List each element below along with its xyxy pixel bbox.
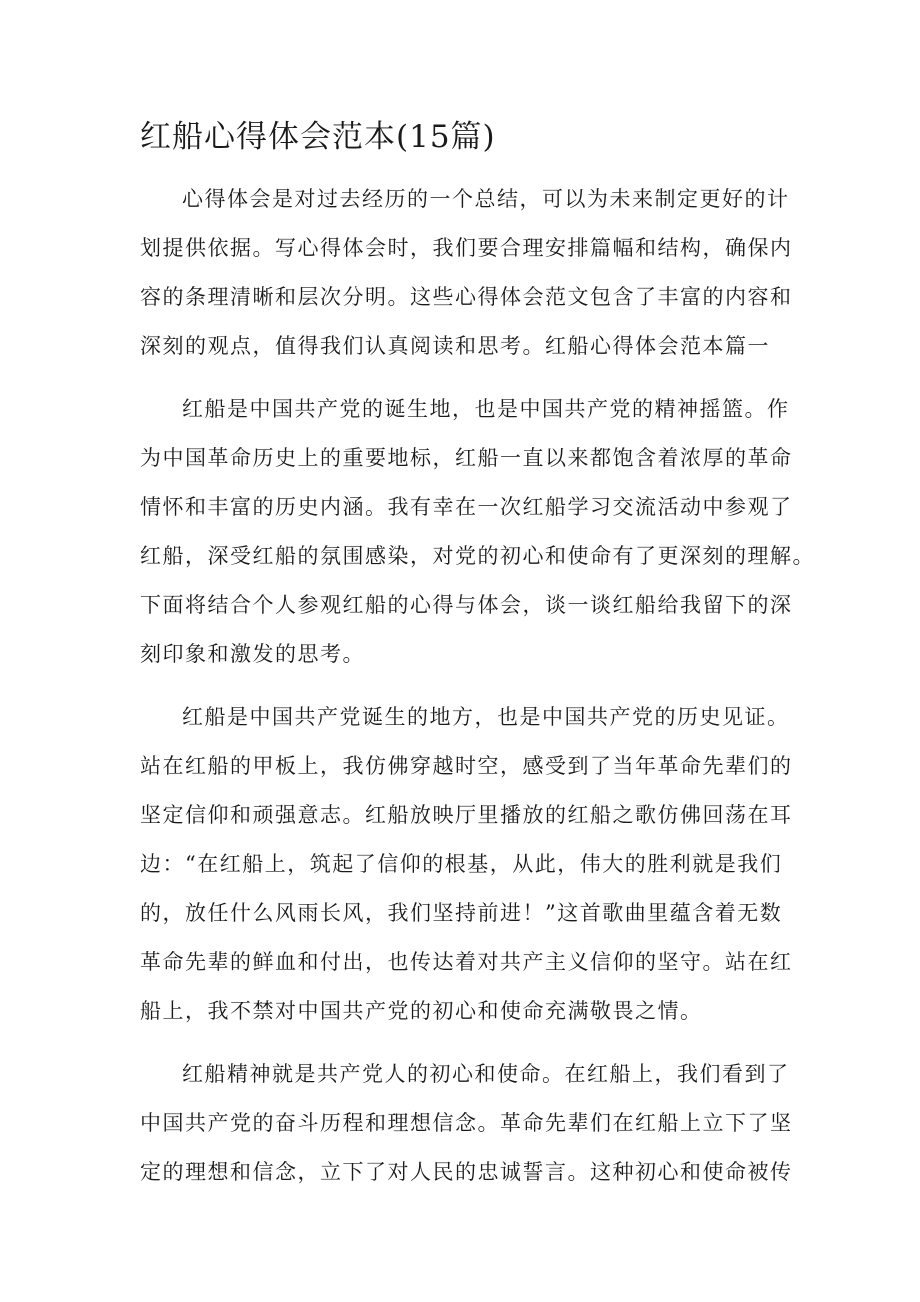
paragraph-line: 刻印象和激发的思考。 — [140, 642, 365, 666]
paragraph-line: 心得体会是对过去经历的一个总结，可以为未来制定更好的计 — [182, 187, 790, 211]
paragraph-line: 深刻的观点，值得我们认真阅读和思考。红船心得体会范本篇一 — [140, 334, 770, 358]
paragraph-line: 站在红船的甲板上，我仿佛穿越时空，感受到了当年革命先辈们的 — [140, 754, 793, 778]
document-title: 红船心得体会范本(15篇) — [140, 119, 496, 155]
paragraph-line: 下面将结合个人参观红船的心得与体会，谈一谈红船给我留下的深 — [140, 593, 793, 617]
paragraph-line: 边：“在红船上，筑起了信仰的根基，从此，伟大的胜利就是我们 — [140, 852, 783, 876]
paragraph-line: 定的理想和信念，立下了对人民的忠诚誓言。这种初心和使命被传 — [140, 1160, 793, 1184]
paragraph-line: 情怀和丰富的历史内涵。我有幸在一次红船学习交流活动中参观了 — [140, 495, 793, 519]
paragraph-line: 革命先辈的鲜血和付出，也传达着对共产主义信仰的坚守。站在红 — [140, 950, 793, 974]
paragraph-line: 红船，深受红船的氛围感染，对党的初心和使命有了更深刻的理解。 — [140, 544, 815, 568]
paragraph-line: 船上，我不禁对中国共产党的初心和使命充满敬畏之情。 — [140, 999, 703, 1023]
paragraph-line: 中国共产党的奋斗历程和理想信念。革命先辈们在红船上立下了坚 — [140, 1111, 793, 1135]
paragraph-line: 红船精神就是共产党人的初心和使命。在红船上，我们看到了 — [182, 1062, 790, 1086]
paragraph-line: 划提供依据。写心得体会时，我们要合理安排篇幅和结构，确保内 — [140, 236, 793, 260]
paragraph-line: 为中国革命历史上的重要地标，红船一直以来都饱含着浓厚的革命 — [140, 446, 793, 470]
paragraph-line: 红船是中国共产党诞生的地方，也是中国共产党的历史见证。 — [182, 705, 790, 729]
paragraph-line: 的，放任什么风雨长风，我们坚持前进！”这首歌曲里蕴含着无数 — [140, 901, 783, 925]
paragraph-line: 坚定信仰和顽强意志。红船放映厅里播放的红船之歌仿佛回荡在耳 — [140, 803, 793, 827]
paragraph-line: 红船是中国共产党的诞生地，也是中国共产党的精神摇篮。作 — [182, 397, 790, 421]
paragraph-line: 容的条理清晰和层次分明。这些心得体会范文包含了丰富的内容和 — [140, 285, 793, 309]
